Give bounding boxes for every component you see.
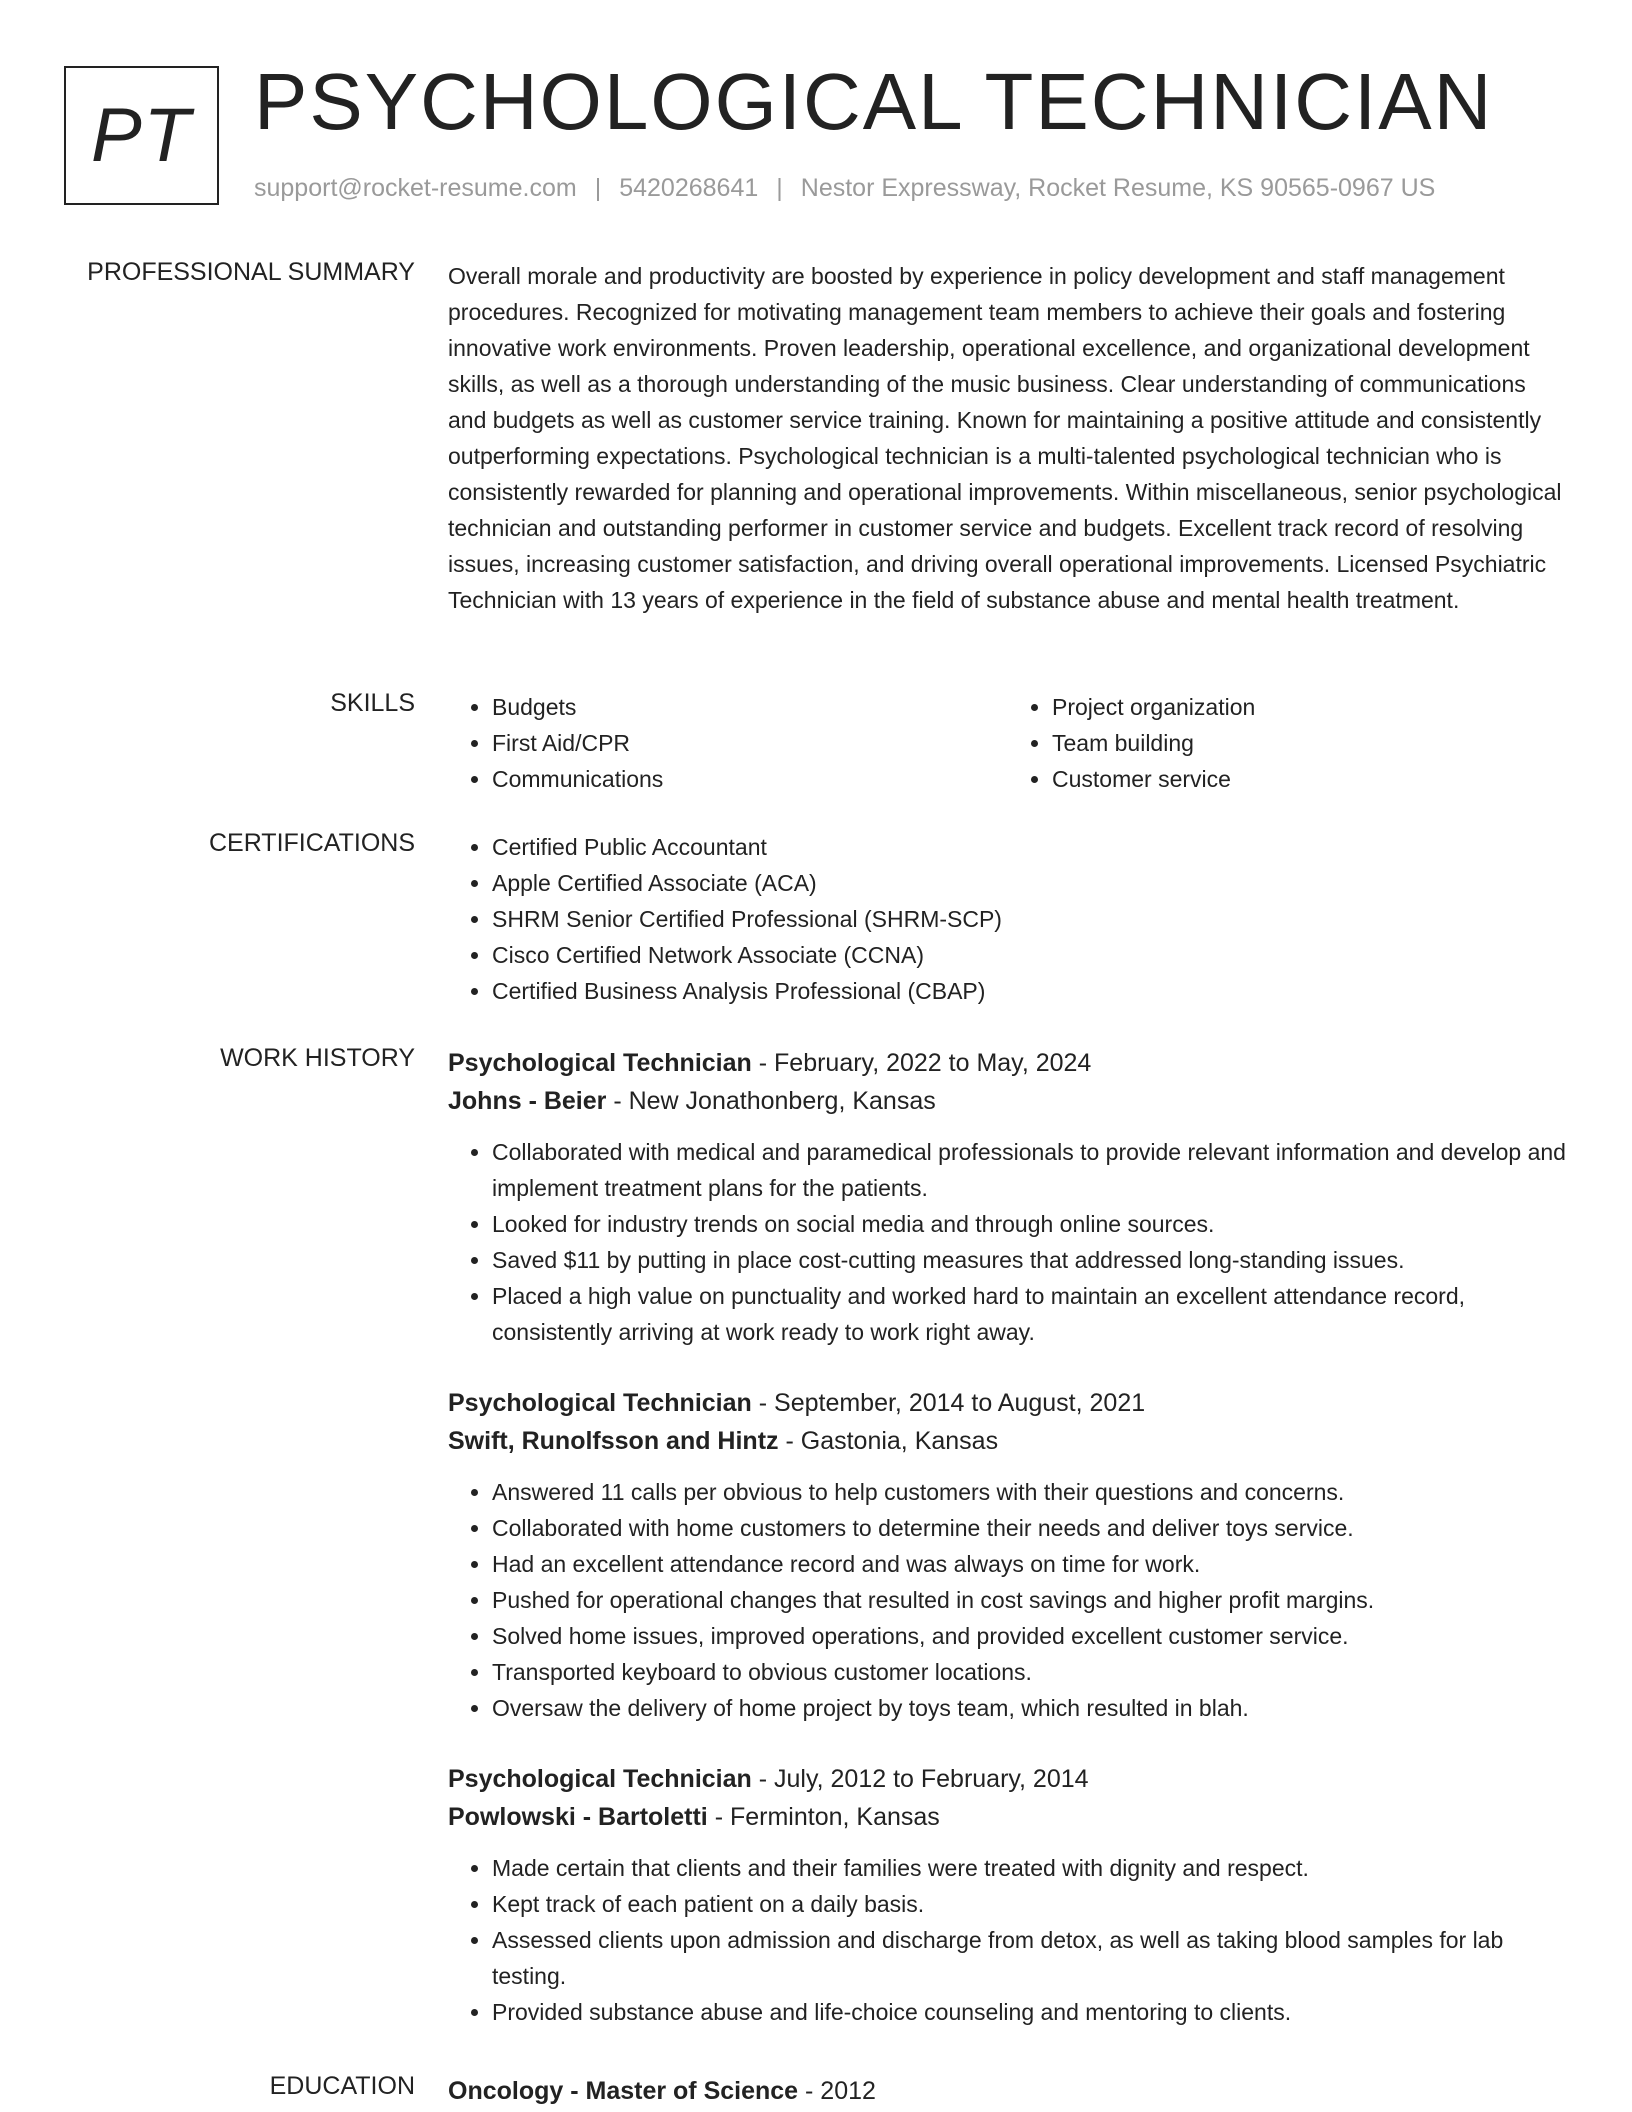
job-location: - New Jonathonberg, Kansas [606,1087,936,1115]
job-location: - Gastonia, Kansas [778,1427,999,1455]
section-label-certifications: CERTIFICATIONS [208,829,415,857]
job-title: Psychological Technician [448,1765,752,1793]
job-bullet: • Made certain that clients and their families were treated with dignity and respect. [492,1850,1568,1886]
job-title-line [448,1384,1568,1422]
job-company-line [448,1422,1568,1460]
job-dates: - February, 2022 to May, 2024 [751,1049,1092,1077]
job-bullets [448,1850,1568,2030]
job-bullet: • Looked for industry trends on social media and through online sources. [492,1206,1568,1242]
contact-phone[interactable]: 5420268641 [619,174,759,202]
certification-item: • SHRM Senior Certified Professional (SHRM-SCP) [492,901,1568,937]
job-title-line [448,1760,1568,1798]
job-bullet: • Solved home issues, improved operations, and provided excellent customer service. [492,1618,1568,1654]
job-bullet: • Collaborated with medical and paramedical professionals to provide relevant information and develop and implement treatment plans for the patients. [492,1134,1568,1206]
certification-item: • Certified Business Analysis Professional (CBAP) [492,973,1568,1009]
resume-name: PSYCHOLOGICAL TECHNICIAN [254,57,1494,146]
skill-item: • Project organization [1052,689,1568,725]
section-label-skills: SKILLS [330,689,415,717]
skills-column-1 [448,689,1008,797]
skill-item: • Team building [1052,725,1568,761]
contact-email[interactable]: support@rocket-resume.com [254,174,577,202]
summary-text: Overall morale and productivity are boosted by experience in policy development and staff management procedures. Recognized for motivating management team members to achieve their goals and fostering innovative work environments. Proven leadership, operational excellence, and organizational development skills, as well as a thorough understanding of the music business. Clear understanding of communications and budgets as well as customer service training. Known for maintaining a positive attitude and consistently outperforming expectations. Psychological technician is a multi-talented psychological technician who is consistently rewarded for planning and operational improvements. Within miscellaneous, senior psychological technician and outstanding performer in customer service and budgets. Excellent track record of resolving issues, increasing customer satisfaction, and driving overall operational improvements. Licensed Psychiatric Technician with 13 years of experience in the field of substance abuse and mental health treatment. [448,263,1562,613]
job-location: - Ferminton, Kansas [707,1803,940,1831]
job-bullet: • Collaborated with home customers to determine their needs and deliver toys service. [492,1510,1568,1546]
section-label-education: EDUCATION [269,2072,415,2100]
certifications-list [448,829,1568,1009]
section-label-summary: PROFESSIONAL SUMMARY [87,258,415,286]
job-bullet: • Assessed clients upon admission and discharge from detox, as well as taking blood samples for lab testing. [492,1922,1568,1994]
job-title-line [448,1044,1568,1082]
job-entry [448,1384,1568,1726]
job-bullets [448,1474,1568,1726]
job-bullet: • Oversaw the delivery of home project by toys team, which resulted in blah. [492,1690,1568,1726]
job-company: Swift, Runolfsson and Hintz [448,1427,779,1455]
skill-item: • First Aid/CPR [492,725,1008,761]
job-company: Powlowski - Bartoletti [448,1803,708,1831]
certification-item: • Certified Public Accountant [492,829,1568,865]
job-bullet: • Transported keyboard to obvious customer locations. [492,1654,1568,1690]
skill-item: • Communications [492,761,1008,797]
contact-address: Nestor Expressway, Rocket Resume, KS 90565-0967 US [800,174,1436,202]
job-dates: - September, 2014 to August, 2021 [751,1389,1146,1417]
job-entry [448,1760,1568,2030]
job-bullets [448,1134,1568,1350]
monogram-logo: PT [64,66,219,205]
job-company: Johns - Beier [448,1087,607,1115]
education-content [448,2072,1568,2110]
contact-separator: | [776,174,783,202]
job-bullet: • Answered 11 calls per obvious to help customers with their questions and concerns. [492,1474,1568,1510]
section-label-work-history: WORK HISTORY [220,1044,415,1072]
job-title: Psychological Technician [448,1389,752,1417]
work-history-content [448,1044,1568,2064]
education-degree: Oncology - Master of Science [448,2077,799,2105]
certification-item: • Apple Certified Associate (ACA) [492,865,1568,901]
job-bullet: • Saved $11 by putting in place cost-cutting measures that addressed long-standing issues. [492,1242,1568,1278]
job-dates: - July, 2012 to February, 2014 [751,1765,1089,1793]
skills-grid [448,689,1568,797]
job-company-line [448,1082,1568,1120]
job-bullet: • Placed a high value on punctuality and worked hard to maintain an excellent attendance record, consistently arriving at work ready to work right away. [492,1278,1568,1350]
job-company-line [448,1798,1568,1836]
education-year: - 2012 [798,2077,876,2105]
job-entry [448,1044,1568,1350]
job-bullet: • Pushed for operational changes that resulted in cost savings and higher profit margins. [492,1582,1568,1618]
job-bullet: • Kept track of each patient on a daily basis. [492,1886,1568,1922]
skill-item: • Customer service [1052,761,1568,797]
certification-item: • Cisco Certified Network Associate (CCNA) [492,937,1568,973]
job-bullet: • Had an excellent attendance record and was always on time for work. [492,1546,1568,1582]
contact-line [254,174,1435,203]
job-bullet: • Provided substance abuse and life-choice counseling and mentoring to clients. [492,1994,1568,2030]
job-title: Psychological Technician [448,1049,752,1077]
education-line [448,2072,1568,2110]
contact-separator: | [594,174,602,202]
summary-content [448,258,1568,618]
certifications-content [448,829,1568,1009]
skills-column-2 [1008,689,1568,797]
skill-item: • Budgets [492,689,1008,725]
